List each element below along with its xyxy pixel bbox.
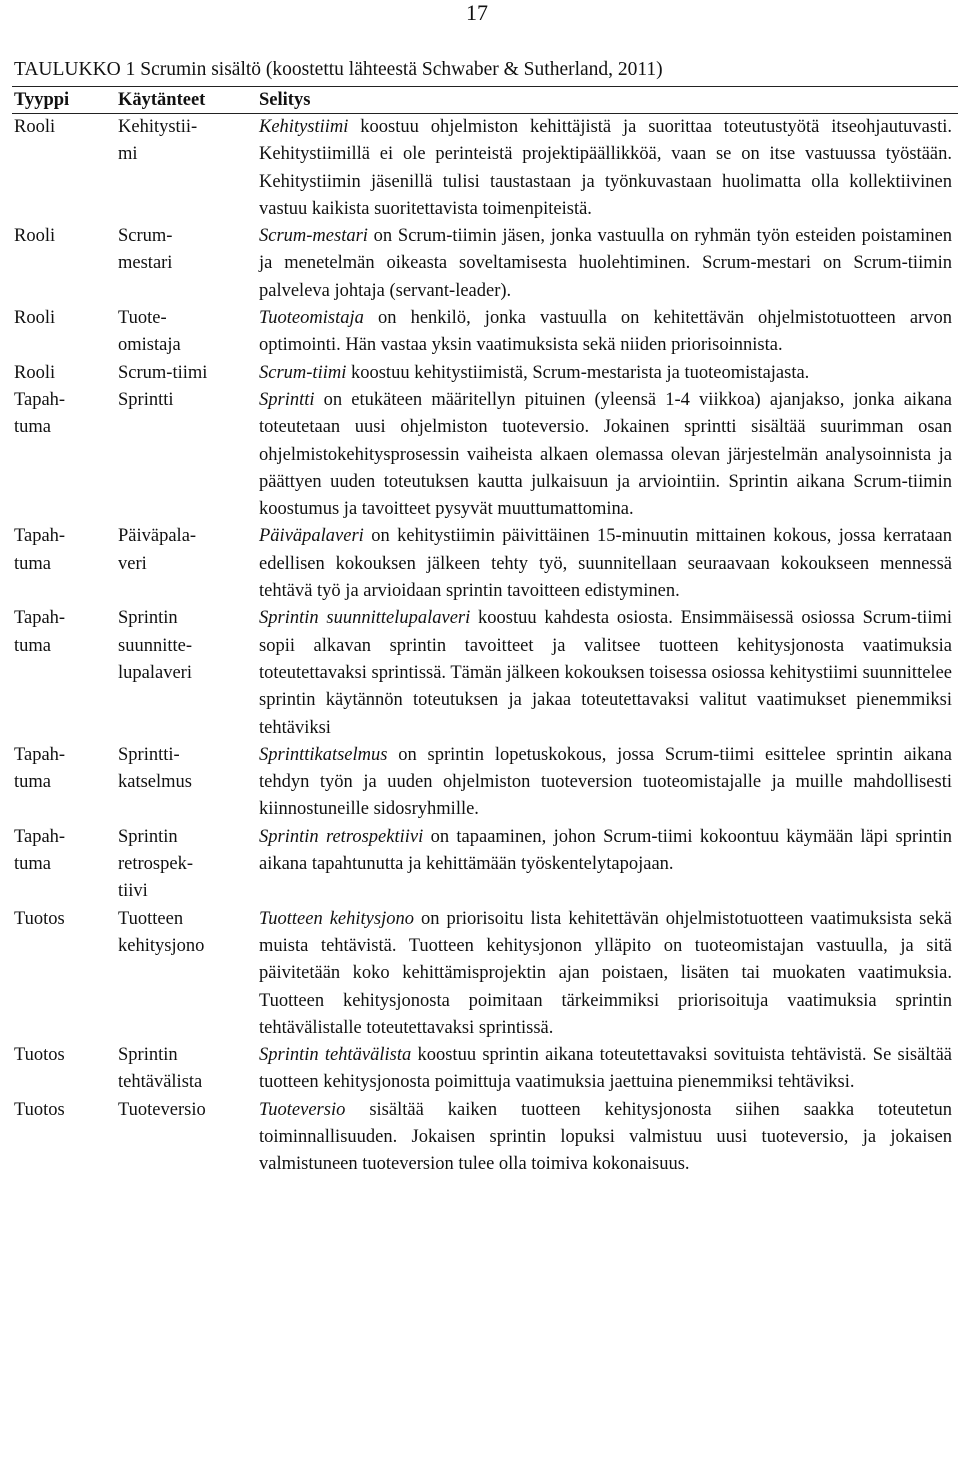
cell-explanation — [257, 523, 958, 605]
explanation-term: Sprintin retrospektiivi — [259, 826, 424, 847]
explanation-term: Sprinttikatselmus — [259, 744, 388, 765]
cell-type: Tapah- tuma — [14, 389, 66, 438]
cell-practice: Tuote- omistaja — [118, 308, 181, 356]
table-row — [12, 523, 958, 605]
explanation-text: sisältää kaiken tuotteen kehitysjonosta siihen saakka toteutetun toiminnallisuuden. Jokaisen sprintin lopuksi valmistuu uusi tuoteversio, ja jokaisen valmistuneen tuoteversion tulee olla toimiva kokonaisuus. — [259, 1099, 952, 1175]
header-practice: Käytänteet — [116, 87, 257, 114]
table-body — [12, 114, 958, 1179]
explanation-text: on sprintin lopetuskokous, jossa Scrum-tiimi esittelee sprintin aikana tehdyn työn ja uuden ohjelmiston tuoteversion tuoteomistajalle ja muille mahdollisesti kiinnostuneille sidosryhmille. — [259, 744, 952, 820]
table-caption: TAULUKKO 1 Scrumin sisältö (koostettu lähteestä Schwaber & Sutherland, 2011) — [14, 59, 663, 80]
cell-practice: Päiväpala- veri — [118, 526, 197, 574]
cell-practice: Sprintin tehtävälista — [118, 1045, 203, 1093]
cell-practice: Sprintin suunnitte- lupalaveri — [118, 608, 192, 683]
explanation-text: koostuu sprintin aikana toteutettavaksi sovituista tehtävistä. Se sisältää tuotteen kehitysjonosta poimittuja vaatimuksia jaettuina pienemmiksi tehtäviksi. — [259, 1045, 952, 1093]
explanation-text: on kehitystiimin päivittäinen 15-minuutin mittainen kokous, jossa kerrataan edellisen kokouksen jälkeen tehty työ, suunnitellaan seuraavaan kokoukseen mennessä tehtävä työ ja arvioidaan sprintin tavoitteen edistyminen. — [259, 526, 952, 602]
cell-explanation — [257, 742, 958, 824]
explanation-text: on Scrum-tiimin jäsen, jonka vastuulla on ryhmän työn esteiden poistaminen ja menetelmän oikeasta soveltamisesta huolehtiminen. Scrum-mestari on Scrum-tiimin palveleva johtaja (servant-leader). — [259, 226, 952, 301]
page-number: 17 — [466, 0, 488, 25]
cell-explanation — [257, 387, 958, 523]
cell-explanation — [257, 223, 958, 305]
explanation-text: koostuu kahdesta osiosta. Ensimmäisessä osiossa Scrum-tiimi sopii alkavan sprintin tavoitteet ja valitsee tuotteen kehitysjonosta vaatimuksia toteutettavaksi sprintissä. Tämän jälkeen kokouksen toisessa osiossa kehitystiimi suunnittelee sprintin käytännön toteutuksen ja jakaa toteutettavaksi valitut vaatimukset pienemmiksi tehtäviksi — [259, 608, 952, 738]
explanation-text: on priorisoitu lista kehitettävän ohjelmistotuotteen vaatimuksista sekä muista tehtävistä. Tuotteen kehitysjonon ylläpito on tuoteomistajan vastuulla, ja sitä päivitetään koko kehittämisprojektin ajan poistaen, lisäten tai muokaten vaatimuksia. Tuotteen kehitysjonosta poimitaan tärkeimmiksi priorisoituja vaatimuksia sprintin tehtävälistalle toteutettavaksi sprintissä. — [259, 908, 952, 1038]
cell-explanation — [257, 605, 958, 741]
cell-type: Tuotos — [14, 908, 65, 929]
table-row — [12, 824, 958, 906]
cell-type: Tuotos — [14, 1099, 65, 1120]
cell-type: Rooli — [14, 117, 56, 137]
cell-type: Rooli — [14, 226, 56, 247]
explanation-term: Tuoteversio — [259, 1099, 346, 1120]
explanation-text: on henkilö, jonka vastuulla on kehitettävän ohjelmistotuotteen arvon optimointi. Hän vastaa yksin vaatimuksista sekä niiden priorisoinnista. — [259, 308, 952, 356]
cell-type: Tuotos — [14, 1045, 65, 1066]
explanation-text: on etukäteen määritellyn pituinen (yleensä 1-4 viikkoa) ajanjakso, jonka aikana toteutetaan uusi ohjelmiston tuoteversio. Jokainen sprintti sisältää suurimman osan ohjelmistokehitysprosessin vaiheista alkaen olemassa olevan järjestelmän analysoinnista ja päättyen uuden toteutuksen kautta julkaisuun ja arviointiin. Sprintin aikana Scrum-tiimin koostumus ja tavoitteet pysyvät muuttumattomina. — [259, 389, 952, 520]
explanation-term: Tuoteomistaja — [259, 308, 364, 329]
table-row — [12, 1042, 958, 1097]
scrum-content-table — [12, 86, 958, 1179]
explanation-term: Päiväpalaveri — [259, 526, 364, 547]
explanation-term: Scrum-tiimi — [259, 362, 347, 383]
explanation-term: Scrum-mestari — [259, 226, 368, 247]
explanation-text: on tapaaminen, johon Scrum-tiimi kokoontuu käymään läpi sprintin aikana tapahtunutta ja kehittämään työskentelytapojaan. — [259, 826, 953, 875]
cell-type: Tapah- tuma — [14, 826, 66, 875]
cell-practice: Sprintti- katselmus — [118, 744, 192, 793]
explanation-term: Kehitystiimi — [259, 117, 349, 137]
cell-explanation — [257, 1042, 958, 1097]
explanation-term: Sprintin tehtävälista — [259, 1045, 412, 1066]
table-row — [12, 305, 958, 360]
cell-practice: Sprintin retrospek- tiivi — [118, 826, 193, 902]
header-row — [12, 87, 958, 114]
cell-explanation — [257, 824, 958, 906]
explanation-term: Sprintti — [259, 389, 315, 410]
cell-practice: Tuotteen kehitysjono — [118, 908, 205, 956]
table-row — [12, 387, 958, 523]
table-row — [12, 1097, 958, 1179]
explanation-term: Tuotteen kehitysjono — [259, 908, 414, 929]
cell-practice: Sprintti — [118, 389, 174, 410]
table-row — [12, 742, 958, 824]
table-row — [12, 906, 958, 1042]
cell-type: Tapah- tuma — [14, 744, 66, 793]
cell-type: Tapah- tuma — [14, 608, 66, 656]
cell-explanation — [257, 360, 958, 387]
cell-type: Rooli — [14, 308, 56, 329]
cell-practice: Kehitystii- mi — [118, 117, 198, 165]
cell-type: Rooli — [14, 362, 56, 383]
explanation-term: Sprintin suunnittelupalaveri — [259, 608, 471, 629]
cell-explanation — [257, 906, 958, 1042]
table-row — [12, 114, 958, 224]
cell-practice: Scrum-tiimi — [118, 362, 208, 383]
cell-type: Tapah- tuma — [14, 526, 66, 574]
cell-explanation — [257, 1097, 958, 1179]
table-row — [12, 605, 958, 741]
cell-practice: Scrum- mestari — [118, 226, 173, 274]
cell-explanation — [257, 305, 958, 360]
header-explanation: Selitys — [257, 87, 958, 114]
cell-practice: Tuoteversio — [118, 1099, 206, 1120]
header-type: Tyyppi — [12, 87, 116, 114]
cell-explanation — [257, 114, 958, 224]
explanation-text: koostuu ohjelmiston kehittäjistä ja suorittaa toteutustyötä itseohjautuvasti. Kehitystiimillä ei ole perinteistä projektipäällikköä, vaan se on itse vastuussa työstään. Kehitystiimin jäsenillä tulisi taustastaan ja työnkuvastaan huolimatta olla kollektiivinen vastuu kaikista suoritettavista toimenpiteistä. — [259, 117, 952, 219]
explanation-text: koostuu kehitystiimistä, Scrum-mestarista ja tuoteomistajasta. — [346, 362, 810, 383]
table-row — [12, 360, 958, 387]
table-header — [12, 87, 958, 114]
table-row — [12, 223, 958, 305]
